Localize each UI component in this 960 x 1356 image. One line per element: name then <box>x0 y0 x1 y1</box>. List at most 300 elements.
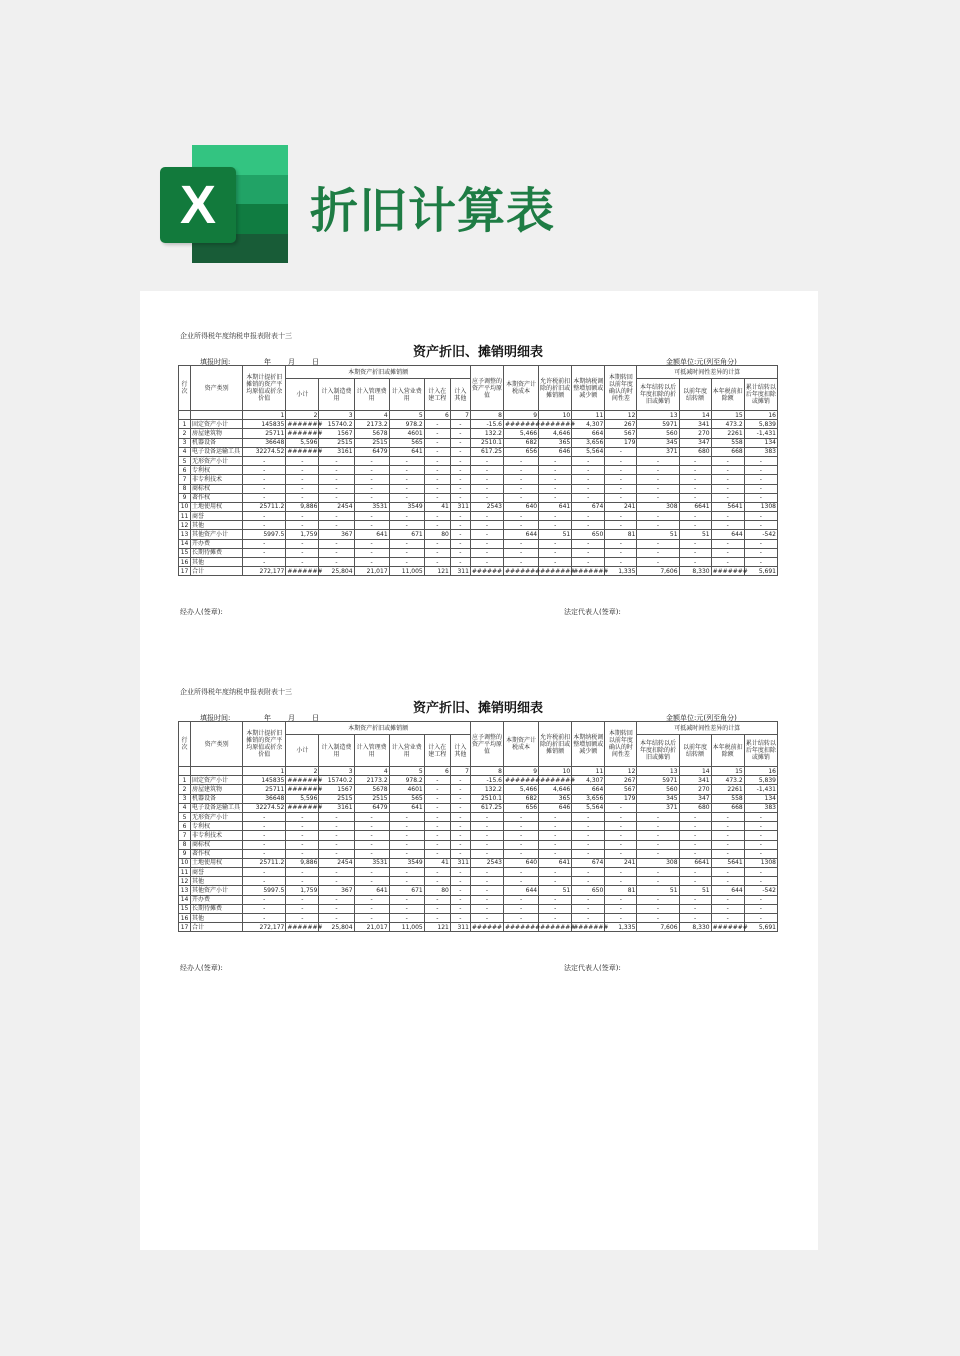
row-cell: 383 <box>744 803 777 812</box>
header-col2: 小计 <box>286 379 319 411</box>
row-cell: 656 <box>504 803 539 812</box>
row-cell: - <box>504 493 539 502</box>
row-cell: - <box>572 512 605 521</box>
row-cell: - <box>470 456 503 465</box>
row-cell: 646 <box>539 447 572 456</box>
row-cell: - <box>637 904 679 913</box>
row-cell: 2510.1 <box>470 794 503 803</box>
row-cell: - <box>572 822 605 831</box>
header-line-no: 行次 <box>179 366 191 411</box>
row-cell: 4,646 <box>539 429 572 438</box>
row-cell: - <box>389 512 424 521</box>
column-number: 4 <box>354 411 389 420</box>
column-number: 11 <box>572 767 605 776</box>
row-cell: 1,759 <box>286 530 319 539</box>
row-category: 商誉 <box>191 512 243 521</box>
row-cell: - <box>539 822 572 831</box>
row-category: 合计 <box>191 923 243 932</box>
row-cell: - <box>679 812 711 821</box>
row-cell: ####### <box>540 923 576 931</box>
row-cell: - <box>539 895 572 904</box>
row-cell: - <box>286 512 319 521</box>
row-cell: - <box>572 877 605 886</box>
row-category: 非专利技术 <box>191 475 243 484</box>
row-cell: - <box>319 512 354 521</box>
row-cell: - <box>711 831 744 840</box>
row-cell: - <box>470 493 503 502</box>
row-cell: 25,804 <box>319 567 354 576</box>
row-cell: 311 <box>450 502 470 511</box>
row-cell: -542 <box>744 530 777 539</box>
logo-letter: X <box>160 167 236 243</box>
row-cell: 36648 <box>243 438 286 447</box>
unit-label: 金额单位:元(列至角分) <box>666 358 737 366</box>
row-cell: - <box>539 868 572 877</box>
row-category: 土地使用权 <box>191 858 243 867</box>
row-cell: - <box>424 429 450 438</box>
column-number: 9 <box>504 767 539 776</box>
row-cell: 311 <box>450 567 470 576</box>
row-line-no: 8 <box>179 840 191 849</box>
row-cell: ####### <box>287 567 323 575</box>
row-cell: - <box>389 895 424 904</box>
row-cell: 565 <box>389 794 424 803</box>
row-cell: - <box>470 877 503 886</box>
row-cell: - <box>711 548 744 557</box>
header-col12: 本期转回以前年度确认的时间性差 <box>605 366 637 411</box>
row-cell: - <box>470 530 503 539</box>
row-cell: 32274.52 <box>243 447 286 456</box>
row-cell: - <box>286 914 319 923</box>
table-row <box>179 895 778 904</box>
row-cell: 270 <box>679 785 711 794</box>
day-label: 日 <box>312 358 319 366</box>
column-number: 16 <box>744 767 777 776</box>
row-cell: 25,804 <box>319 923 354 932</box>
row-line-no: 5 <box>179 456 191 465</box>
table-row <box>179 530 778 539</box>
row-cell: 25711.2 <box>243 858 286 867</box>
row-cell: - <box>637 914 679 923</box>
row-cell: - <box>470 521 503 530</box>
row-cell: - <box>504 512 539 521</box>
table-row <box>179 558 778 567</box>
row-cell: - <box>424 456 450 465</box>
table-row <box>179 785 778 794</box>
row-cell: - <box>539 484 572 493</box>
row-category: 专利权 <box>191 822 243 831</box>
row-cell: - <box>389 877 424 886</box>
row-cell: - <box>572 456 605 465</box>
row-cell: 341 <box>679 776 711 785</box>
row-cell: 1308 <box>744 502 777 511</box>
row-cell: 7,606 <box>637 923 679 932</box>
row-cell: - <box>354 548 389 557</box>
page-header <box>0 0 960 290</box>
row-cell: 5,839 <box>744 776 777 785</box>
row-cell: - <box>679 484 711 493</box>
column-number: 12 <box>605 767 637 776</box>
row-cell: - <box>744 558 777 567</box>
row-cell: - <box>679 895 711 904</box>
row-cell: - <box>243 868 286 877</box>
row-cell: - <box>504 521 539 530</box>
row-cell: - <box>243 812 286 821</box>
row-cell: ####### <box>287 429 323 437</box>
row-cell: - <box>605 475 637 484</box>
unit-label: 金额单位:元(列至角分) <box>666 714 737 722</box>
row-line-no: 2 <box>179 785 191 794</box>
row-cell: - <box>539 512 572 521</box>
row-cell: 308 <box>637 502 679 511</box>
row-category: 其他 <box>191 877 243 886</box>
row-cell: - <box>572 548 605 557</box>
row-cell: 272,177 <box>243 923 286 932</box>
row-cell: - <box>424 447 450 456</box>
row-cell: 5971 <box>637 776 679 785</box>
header-col7: 计入其他 <box>450 379 470 411</box>
row-cell: 680 <box>679 447 711 456</box>
header-col8: 应予调整的资产平均原值 <box>470 722 503 767</box>
row-cell: 15740.2 <box>319 420 354 429</box>
row-line-no: 7 <box>179 831 191 840</box>
column-number: 11 <box>572 411 605 420</box>
row-cell: - <box>711 895 744 904</box>
column-number: 7 <box>450 767 470 776</box>
row-cell: 371 <box>637 447 679 456</box>
row-cell: ####### <box>287 923 323 931</box>
row-cell: - <box>504 466 539 475</box>
row-cell: ####### <box>505 420 541 428</box>
row-cell: 345 <box>637 794 679 803</box>
appendix-label: 企业所得税年度纳税申报表附表十三 <box>180 688 292 696</box>
row-cell: - <box>424 493 450 502</box>
row-cell: -542 <box>744 886 777 895</box>
row-cell: - <box>605 447 637 456</box>
row-cell: - <box>470 831 503 840</box>
row-cell: - <box>450 886 470 895</box>
row-category: 著作权 <box>191 849 243 858</box>
month-label: 月 <box>288 714 295 722</box>
row-cell: - <box>450 493 470 502</box>
row-cell: - <box>744 877 777 886</box>
row-cell: 270 <box>679 429 711 438</box>
row-cell: - <box>637 831 679 840</box>
row-cell: - <box>424 548 450 557</box>
row-cell: - <box>243 558 286 567</box>
header-col6: 计入在建工程 <box>424 379 450 411</box>
row-cell: 51 <box>637 886 679 895</box>
row-cell: - <box>286 895 319 904</box>
row-cell: 671 <box>389 530 424 539</box>
row-cell: 267 <box>605 420 637 429</box>
row-cell: - <box>605 558 637 567</box>
table-row <box>179 466 778 475</box>
row-cell: -15.6 <box>470 420 503 429</box>
table-row <box>179 447 778 456</box>
row-line-no: 6 <box>179 466 191 475</box>
row-line-no: 1 <box>179 420 191 429</box>
column-number: 1 <box>243 411 286 420</box>
row-cell: 2173.2 <box>354 776 389 785</box>
row-category: 其他 <box>191 914 243 923</box>
row-cell: - <box>450 794 470 803</box>
row-cell: - <box>243 484 286 493</box>
header-col3: 计入制造费用 <box>319 735 354 767</box>
row-cell: - <box>450 548 470 557</box>
row-cell: - <box>637 475 679 484</box>
row-cell: - <box>679 822 711 831</box>
row-cell: - <box>389 548 424 557</box>
row-cell: - <box>450 530 470 539</box>
legal-rep-signature-label: 法定代表人(签章): <box>564 608 621 616</box>
row-cell: - <box>744 475 777 484</box>
header-col6: 计入在建工程 <box>424 735 450 767</box>
row-cell: - <box>605 868 637 877</box>
row-cell: - <box>744 868 777 877</box>
row-cell: - <box>504 456 539 465</box>
table-row <box>179 475 778 484</box>
column-number: 14 <box>679 767 711 776</box>
row-cell: - <box>470 840 503 849</box>
row-cell: 347 <box>679 794 711 803</box>
row-cell: - <box>711 877 744 886</box>
row-category: 机器设备 <box>191 438 243 447</box>
row-cell: - <box>679 456 711 465</box>
row-cell: -1,431 <box>744 429 777 438</box>
row-cell: 134 <box>744 438 777 447</box>
header-col12: 本期转回以前年度确认的时间性差 <box>605 722 637 767</box>
row-cell: 347 <box>679 438 711 447</box>
row-cell: 671 <box>389 886 424 895</box>
row-cell: - <box>637 849 679 858</box>
row-cell: 5,596 <box>286 794 319 803</box>
row-cell: - <box>354 812 389 821</box>
column-number: 6 <box>424 767 450 776</box>
row-cell: - <box>424 914 450 923</box>
excel-logo-icon <box>160 145 290 265</box>
row-cell: 21,017 <box>354 923 389 932</box>
column-number: 2 <box>286 411 319 420</box>
row-cell: - <box>389 914 424 923</box>
row-cell: - <box>450 877 470 886</box>
row-cell: - <box>389 840 424 849</box>
header-col8: 应予调整的资产平均原值 <box>470 366 503 411</box>
row-cell: - <box>354 840 389 849</box>
row-line-no: 6 <box>179 822 191 831</box>
row-cell: - <box>319 475 354 484</box>
row-cell: 121 <box>424 567 450 576</box>
row-cell: - <box>243 877 286 886</box>
row-cell: - <box>679 512 711 521</box>
row-cell: -15.6 <box>470 776 503 785</box>
year-label: 年 <box>264 358 271 366</box>
row-cell: - <box>539 466 572 475</box>
row-cell: - <box>539 812 572 821</box>
row-cell: 4,307 <box>572 420 605 429</box>
row-cell: - <box>319 521 354 530</box>
row-cell: - <box>539 840 572 849</box>
row-cell: - <box>286 868 319 877</box>
row-cell: - <box>450 447 470 456</box>
row-category: 房屋建筑物 <box>191 785 243 794</box>
header-col5: 计入营业费用 <box>389 379 424 411</box>
row-cell: - <box>539 904 572 913</box>
column-number: 6 <box>424 411 450 420</box>
row-cell: - <box>450 466 470 475</box>
row-cell: - <box>637 539 679 548</box>
row-cell: - <box>504 849 539 858</box>
row-cell: - <box>389 558 424 567</box>
row-cell: 2261 <box>711 785 744 794</box>
row-cell: - <box>319 558 354 567</box>
row-cell: - <box>389 493 424 502</box>
row-cell: 4,646 <box>539 785 572 794</box>
row-cell: 8,330 <box>679 923 711 932</box>
sheet-copy-2 <box>178 687 778 987</box>
row-cell: - <box>744 849 777 858</box>
row-cell: 646 <box>539 803 572 812</box>
row-category: 其他资产小计 <box>191 530 243 539</box>
row-cell: 5997.5 <box>243 886 286 895</box>
row-cell: 5,564 <box>572 803 605 812</box>
row-cell: - <box>319 831 354 840</box>
numrow-blank <box>179 411 191 420</box>
row-cell: - <box>286 831 319 840</box>
row-cell: - <box>319 904 354 913</box>
row-cell: - <box>605 803 637 812</box>
row-cell: 383 <box>744 447 777 456</box>
row-cell: 5,691 <box>744 923 777 932</box>
header-group-tax: 可抵减时间性差异的计算 <box>637 366 778 379</box>
row-cell: 5,466 <box>504 785 539 794</box>
row-cell: - <box>679 466 711 475</box>
row-cell: - <box>424 512 450 521</box>
row-cell: - <box>504 812 539 821</box>
row-cell: - <box>744 812 777 821</box>
row-cell: - <box>470 548 503 557</box>
row-cell: - <box>354 914 389 923</box>
row-category: 机器设备 <box>191 794 243 803</box>
row-cell: 5678 <box>354 785 389 794</box>
row-cell: 5641 <box>711 502 744 511</box>
row-cell: 241 <box>605 502 637 511</box>
column-number: 7 <box>450 411 470 420</box>
row-cell: 1,335 <box>605 923 637 932</box>
row-cell: 1567 <box>319 785 354 794</box>
row-cell: - <box>354 877 389 886</box>
row-cell: - <box>450 895 470 904</box>
row-line-no: 8 <box>179 484 191 493</box>
row-cell: 5971 <box>637 420 679 429</box>
row-cell: - <box>389 868 424 877</box>
row-line-no: 10 <box>179 858 191 867</box>
row-cell: - <box>744 822 777 831</box>
row-cell: - <box>424 822 450 831</box>
table-row <box>179 512 778 521</box>
row-cell: ####### <box>573 567 609 575</box>
row-cell: - <box>679 877 711 886</box>
row-cell: - <box>711 558 744 567</box>
row-cell: - <box>711 914 744 923</box>
row-cell: - <box>504 877 539 886</box>
column-number: 12 <box>605 411 637 420</box>
row-cell: - <box>450 812 470 821</box>
row-cell: - <box>354 512 389 521</box>
row-cell: 641 <box>539 858 572 867</box>
row-cell: - <box>744 484 777 493</box>
row-cell: - <box>744 840 777 849</box>
row-cell: ####### <box>540 420 576 428</box>
row-cell: 145835 <box>243 776 286 785</box>
row-line-no: 13 <box>179 886 191 895</box>
row-cell: - <box>711 904 744 913</box>
row-line-no: 5 <box>179 812 191 821</box>
row-cell: - <box>572 914 605 923</box>
row-cell: - <box>679 904 711 913</box>
row-cell: 179 <box>605 794 637 803</box>
table-row <box>179 803 778 812</box>
row-cell: - <box>470 849 503 858</box>
row-cell: - <box>744 914 777 923</box>
row-cell: - <box>744 521 777 530</box>
row-cell: - <box>319 456 354 465</box>
row-cell: 682 <box>504 438 539 447</box>
row-cell: - <box>286 475 319 484</box>
row-cell: - <box>605 493 637 502</box>
header-col15: 本年税前扣除额 <box>711 735 744 767</box>
row-cell: - <box>319 914 354 923</box>
row-cell: 640 <box>504 858 539 867</box>
row-cell: 6641 <box>679 502 711 511</box>
row-cell: 567 <box>605 785 637 794</box>
row-category: 无形资产小计 <box>191 456 243 465</box>
row-cell: 8,330 <box>679 567 711 576</box>
row-cell: - <box>504 831 539 840</box>
row-cell: 4601 <box>389 785 424 794</box>
row-category: 固定资产小计 <box>191 776 243 785</box>
row-cell: - <box>605 849 637 858</box>
row-cell: - <box>424 803 450 812</box>
header-col4: 计入管理费用 <box>354 379 389 411</box>
row-cell: - <box>470 558 503 567</box>
header-col11: 本期纳税调整增加额或减少额 <box>572 722 605 767</box>
row-cell: 1308 <box>744 858 777 867</box>
row-cell: - <box>450 914 470 923</box>
row-cell: - <box>711 849 744 858</box>
column-number: 1 <box>243 767 286 776</box>
row-cell: - <box>637 840 679 849</box>
row-cell: 1,759 <box>286 886 319 895</box>
row-cell: 41 <box>424 502 450 511</box>
header-col11: 本期纳税调整增加额或减少额 <box>572 366 605 411</box>
row-cell: 617.25 <box>470 803 503 812</box>
row-cell: - <box>424 438 450 447</box>
row-cell: 641 <box>354 886 389 895</box>
row-cell: 1567 <box>319 429 354 438</box>
depreciation-table <box>178 365 778 576</box>
row-cell: 5,839 <box>744 420 777 429</box>
row-category: 房屋建筑物 <box>191 429 243 438</box>
row-cell: 641 <box>354 530 389 539</box>
header-col16: 累计结转以后年度扣除或摊销 <box>744 379 777 411</box>
row-cell: - <box>424 475 450 484</box>
numrow-blank <box>179 767 191 776</box>
row-cell: - <box>424 794 450 803</box>
row-cell: 9,886 <box>286 502 319 511</box>
row-cell: 365 <box>539 438 572 447</box>
row-cell: - <box>243 831 286 840</box>
